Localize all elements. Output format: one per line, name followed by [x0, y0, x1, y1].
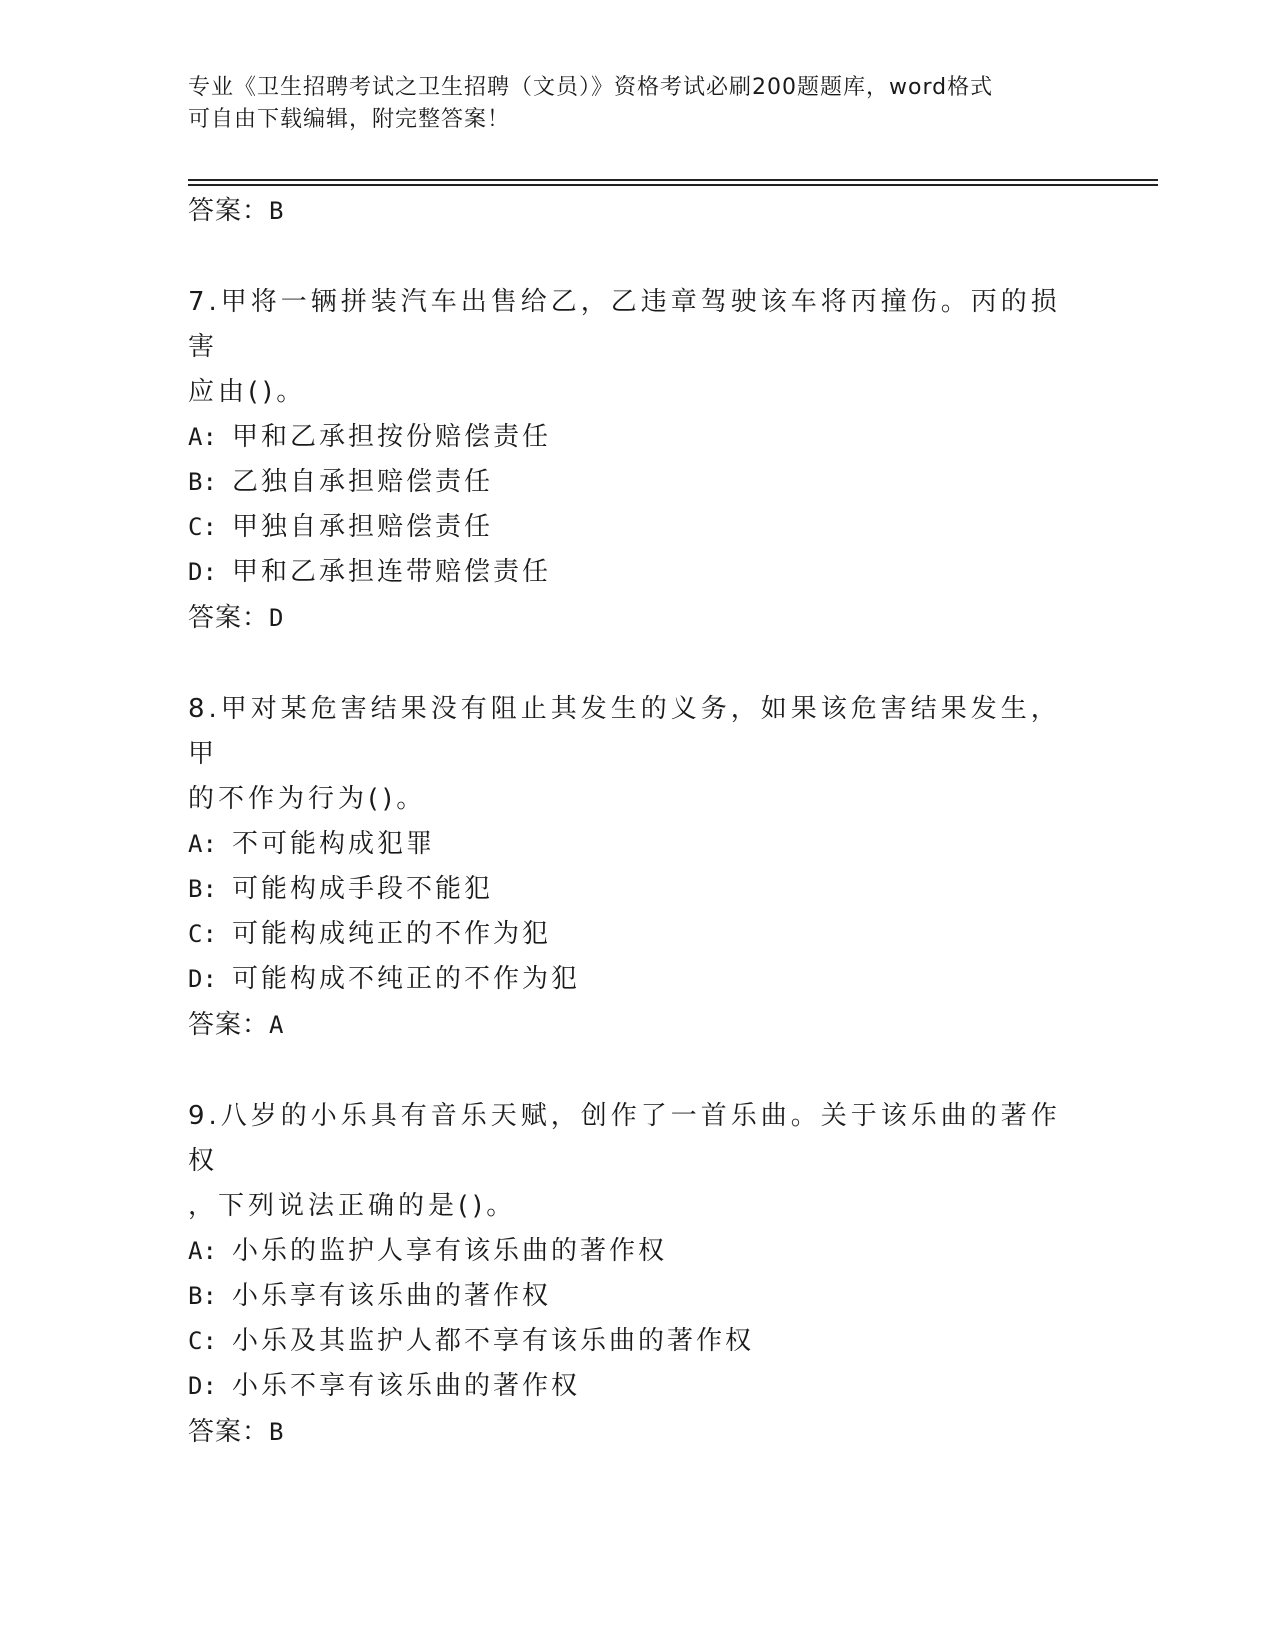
question-block [188, 1094, 1068, 1455]
answer-label: 答案： [188, 603, 270, 633]
question-text-line-1: 7.甲将一辆拼装汽车出售给乙，乙违章驾驶该车将丙撞伤。丙的损害 [188, 287, 1061, 362]
answer-line [188, 1409, 1068, 1455]
option-d [188, 550, 1068, 595]
option-c [188, 912, 1068, 957]
question-text-line-2: 应由()。 [188, 377, 307, 407]
option-key: C: [188, 513, 217, 541]
option-text: 可能构成不纯正的不作为犯 [232, 964, 581, 994]
option-b [188, 1274, 1068, 1319]
question-block [188, 687, 1068, 1048]
header-rule-top [188, 179, 1158, 181]
question-text-line-1: 8.甲对某危害结果没有阻止其发生的义务，如果该危害结果发生，甲 [188, 694, 1061, 769]
option-b [188, 867, 1068, 912]
option-key: D: [188, 965, 217, 993]
option-key: B: [188, 1282, 217, 1310]
option-text: 甲和乙承担按份赔偿责任 [232, 422, 552, 452]
option-text: 小乐及其监护人都不享有该乐曲的著作权 [232, 1326, 755, 1356]
option-key: C: [188, 920, 217, 948]
option-text: 小乐享有该乐曲的著作权 [232, 1281, 552, 1311]
option-d [188, 957, 1068, 1002]
option-text: 小乐不享有该乐曲的著作权 [232, 1371, 581, 1401]
option-c [188, 505, 1068, 550]
option-key: D: [188, 558, 217, 586]
answer-line [188, 595, 1068, 641]
option-a [188, 415, 1068, 460]
answer-line [188, 1002, 1068, 1048]
header-line-1: 专业《卫生招聘考试之卫生招聘（文员）》资格考试必刷200题题库，word格式 [188, 75, 994, 100]
option-key: A: [188, 830, 217, 858]
option-text: 甲和乙承担连带赔偿责任 [232, 557, 552, 587]
option-key: D: [188, 1372, 217, 1400]
option-key: C: [188, 1327, 217, 1355]
answer-line [188, 188, 1068, 234]
option-a [188, 1229, 1068, 1274]
page-header [188, 72, 1068, 136]
option-text: 甲独自承担赔偿责任 [232, 512, 494, 542]
option-a [188, 822, 1068, 867]
question-list [188, 188, 1068, 1455]
option-text: 小乐的监护人享有该乐曲的著作权 [232, 1236, 668, 1266]
answer-label: 答案： [188, 196, 270, 226]
option-b [188, 460, 1068, 505]
answer-value: B [269, 197, 285, 225]
option-key: A: [188, 423, 217, 451]
question-text-line-2: ，下列说法正确的是()。 [188, 1191, 517, 1221]
question-text-line-1: 9.八岁的小乐具有音乐天赋，创作了一首乐曲。关于该乐曲的著作权 [188, 1101, 1061, 1176]
option-key: A: [188, 1237, 217, 1265]
option-c [188, 1319, 1068, 1364]
option-text: 可能构成手段不能犯 [232, 874, 494, 904]
option-key: B: [188, 468, 217, 496]
option-d [188, 1364, 1068, 1409]
answer-value: A [269, 1011, 285, 1039]
question-text-line-2: 的不作为行为()。 [188, 784, 427, 814]
answer-label: 答案： [188, 1010, 270, 1040]
question-block [188, 280, 1068, 641]
option-key: B: [188, 875, 217, 903]
answer-value: B [269, 1418, 285, 1446]
option-text: 可能构成纯正的不作为犯 [232, 919, 552, 949]
option-text: 不可能构成犯罪 [232, 829, 436, 859]
answer-value: D [269, 604, 285, 632]
answer-label: 答案： [188, 1417, 270, 1447]
header-rule-bottom [188, 184, 1158, 186]
header-line-2: 可自由下载编辑，附完整答案！ [188, 107, 511, 132]
option-text: 乙独自承担赔偿责任 [232, 467, 494, 497]
